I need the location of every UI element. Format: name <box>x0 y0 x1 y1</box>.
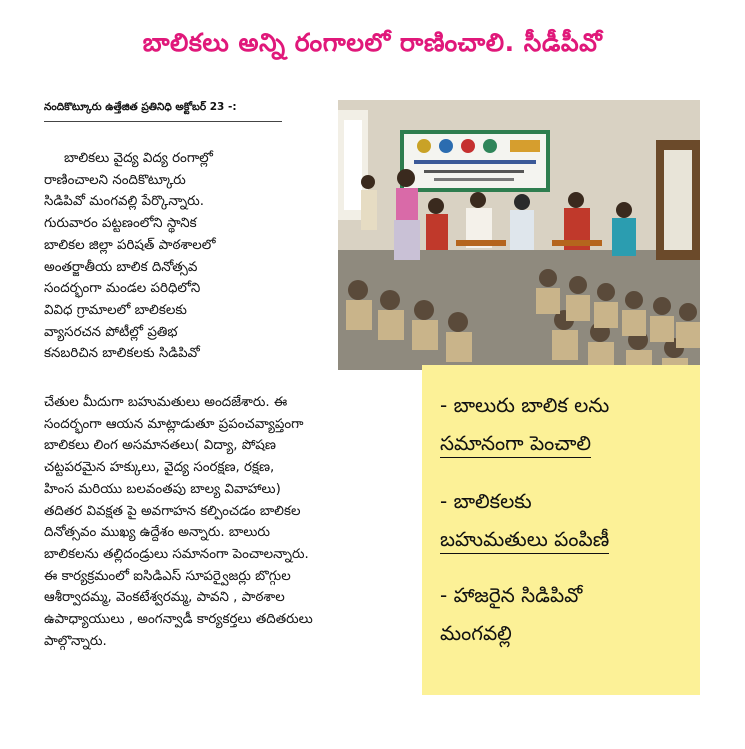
body-line: వ్యాసరచన పోటీల్లో ప్రతిభ <box>44 324 178 340</box>
body-line: ఉపాధ్యాయులు , అంగన్వాడీ కార్యకర్తలు తదితరులు <box>44 612 313 628</box>
highlight-2-line-2 <box>440 521 609 558</box>
body-line: సందర్భంగా ఆయన మాట్లాడుతూ ప్రపంచవ్యాప్తంగా <box>44 416 304 432</box>
highlight-3-line-2: మంగవల్లి <box>440 621 512 645</box>
highlight-1-text: సమానంగా పెంచాలి <box>440 431 591 458</box>
highlight-1-line-1: - బాలురు బాలిక లను <box>440 393 610 417</box>
body-line: కనబరిచిన బాలికలకు సిడిపివో <box>44 346 200 362</box>
body-line: బాలికలు లింగ అసమానతలు( విద్యా, పోషణ <box>44 438 276 454</box>
body-line: ఈ కార్యక్రమంలో ఐసిడిఎస్ సూపర్వైజర్లు బొగ్గుల <box>44 568 291 584</box>
body-line: బాలికలు వైద్య విద్య రంగాల్లో <box>64 151 213 166</box>
highlight-2-line-1: - బాలికలకు <box>440 489 532 513</box>
body-line: రాణించాలని నందికొట్కూరు <box>44 172 186 188</box>
body-line: సందర్భంగా మండల పరిధిలోని <box>44 281 201 297</box>
headline: బాలికలు అన్ని రంగాలలో రాణించాలి. సీడీపీవో <box>142 28 603 57</box>
body-line: బాలికలను తల్లిదండ్రులు సమానంగా పెంచాలన్నారు. <box>44 546 309 562</box>
dateline: నందికొట్కూరు ఉత్తేజిత ప్రతినిధి అక్టోబర్ 23 -: <box>44 101 282 122</box>
body-line: చేతుల మీదుగా బహుమతులు అందజేశారు. ఈ <box>44 395 288 410</box>
highlights-box <box>422 365 700 695</box>
event-photo <box>338 100 700 370</box>
body-line: సిడిపివో మంగవల్లి పేర్కొన్నారు. <box>44 194 204 210</box>
body-line: అంతర్జాతీయ బాలిక దినోత్సవ <box>44 259 198 275</box>
body-line: తదితర వివక్షత పై అవగాహన కల్పించడం బాలికల <box>44 503 301 519</box>
body-line: ఆశీర్వాదమ్మ, వెంకటేశ్వరమ్మ, పావని , పాఠశాల <box>44 590 285 606</box>
body-line: హింస మరియు బలవంతపు బాల్య వివాహాలు) <box>44 481 281 497</box>
highlight-2-text: బహుమతులు పంపిణీ <box>440 527 609 554</box>
body-line: గురువారం పట్టణంలోని స్థానిక <box>44 216 197 232</box>
body-line: పాల్గొన్నారు. <box>44 633 107 649</box>
body-line: చట్టపరమైన హక్కులు, వైద్య సంరక్షణ, రక్షణ, <box>44 460 275 476</box>
highlight-3-line-1: - హాజరైన సిడిపివో <box>440 583 583 607</box>
highlight-1-line-2 <box>440 425 591 462</box>
article-body-wide-column <box>44 392 424 652</box>
body-line: వివిధ గ్రామాలలో బాలికలకు <box>44 302 187 318</box>
body-line: దినోత్సవం ముఖ్య ఉద్దేశం అన్నారు. బాలురు <box>44 525 270 541</box>
body-line: బాలికల జిల్లా పరిషత్ పాఠశాలలో <box>44 237 216 253</box>
article-body-narrow-column <box>44 148 289 365</box>
